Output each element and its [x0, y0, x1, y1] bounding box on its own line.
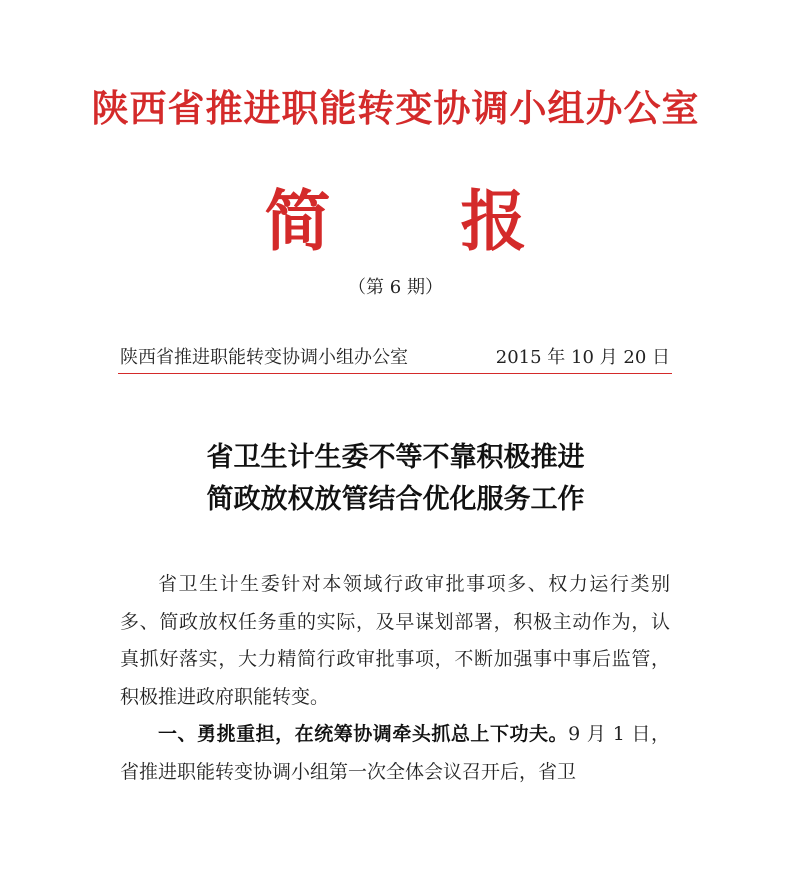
paragraph-2-lead: 一、勇挑重担，在统筹协调牵头抓总上下功夫。 — [158, 723, 569, 745]
document-type-heading — [0, 168, 791, 263]
article-title — [0, 437, 791, 521]
issuer-title: 陕西省推进职能转变协调小组办公室 — [91, 86, 700, 130]
article-body — [120, 566, 670, 791]
article-title-line-2: 简政放权放管结合优化服务工作 — [206, 484, 585, 515]
meta-date: 2015 年 10 月 20 日 — [495, 347, 670, 368]
issue-number: （第 6 期） — [348, 277, 443, 298]
paragraph-2 — [120, 716, 670, 791]
document-type-char-2: 报 — [460, 182, 527, 260]
article-title-line-1: 省卫生计生委不等不靠积极推进 — [206, 442, 585, 473]
red-divider — [118, 373, 672, 374]
paragraph-2-text: 9 月 1 日，省推进职能转变协调小组第一次全体会议召开后，省卫 — [120, 723, 670, 783]
meta-org: 陕西省推进职能转变协调小组办公室 — [120, 347, 408, 368]
paragraph-1: 省卫生计生委针对本领域行政审批事项多、权力运行类别多、简政放权任务重的实际，及早谋划部署，积极主动作为，认真抓好落实，大力精简行政审批事项，不断加强事中事后监管，积极推进政府职能转变。 — [120, 573, 670, 708]
document-type-char-1: 简 — [264, 182, 331, 260]
